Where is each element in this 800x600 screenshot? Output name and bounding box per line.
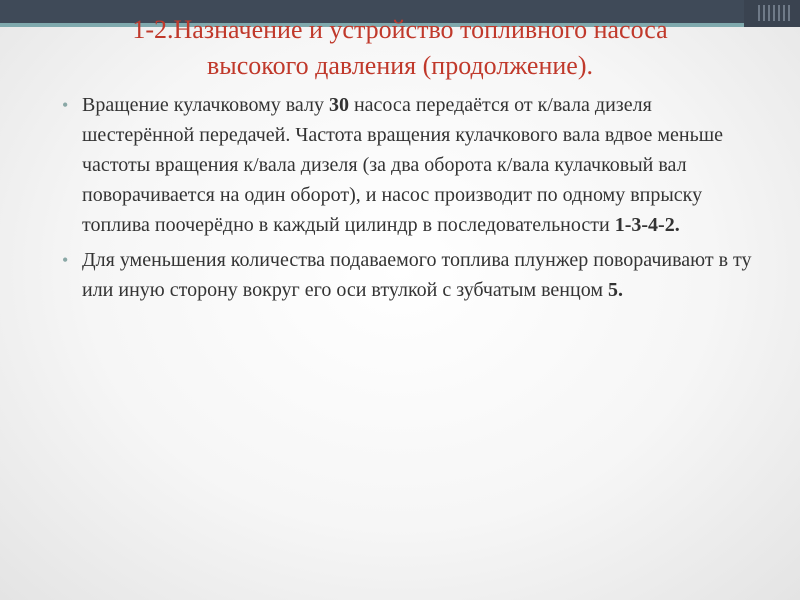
title-line-1: 1-2.Назначение и устройство топливного насоса (132, 15, 668, 44)
bullet-text-segment: насоса передаётся от к/вала дизеля шестерённой передачей. Частота вращения кулачкового вала вдвое меньше частоты вращения к/вала дизеля (за два оборота к/вала кулачковый вал поворачивается на один оборот), и насос производит по одному впрыску топлива поочерёдно в каждый цилиндр в последовательности (82, 94, 724, 236)
bullet-item (58, 245, 758, 305)
bullet-item (58, 90, 758, 240)
bullet-icon: • (62, 95, 69, 115)
stripe-pattern (758, 5, 790, 21)
title-line-2: высокого давления (продолжение). (207, 51, 593, 80)
bullet-text-bold: 30 (328, 94, 349, 116)
bullet-text-segment: Вращение кулачковому валу (82, 94, 329, 116)
bullet-text-segment: Для уменьшения количества подаваемого топлива плунжер поворачивают в ту или иную сторону вокруг его оси втулкой с зубчатым венцом (82, 249, 752, 301)
bullet-text-bold: 1-3-4-2. (614, 214, 680, 236)
slide-title (40, 12, 760, 84)
bullet-icon: • (62, 250, 69, 270)
bullet-text-bold: 5. (608, 279, 623, 301)
bullet-list (58, 90, 758, 310)
